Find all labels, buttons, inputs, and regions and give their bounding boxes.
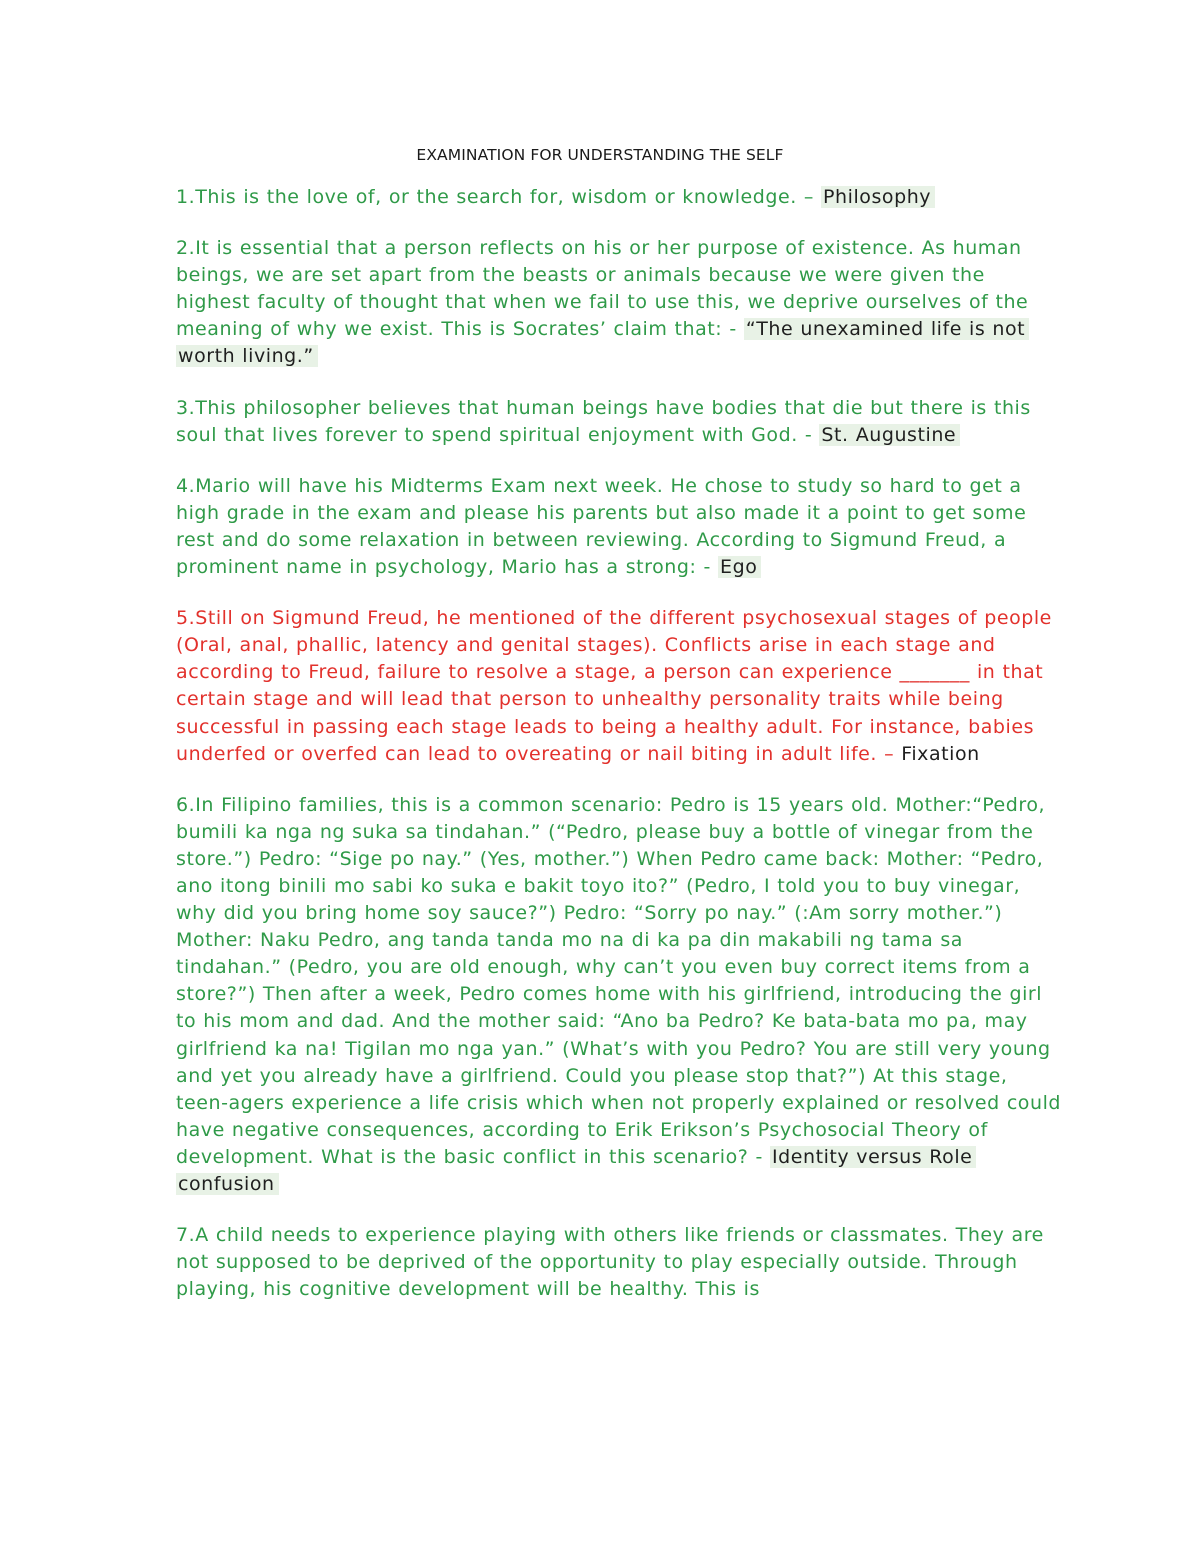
answer-text: Fixation <box>901 742 980 765</box>
question-item <box>176 1222 1061 1303</box>
question-item <box>176 235 1061 370</box>
question-text: 4.Mario will have his Midterms Exam next week. He chose to study so hard to get a high grade in the exam and please his parents but also made it a point to get some rest and do some relaxation in between reviewing. According to Sigmund Freud, a prominent name in psychology, Mario has a strong: - <box>176 474 1027 579</box>
answer-text: “The unexamined life is not worth living.” <box>176 318 1029 367</box>
answer-text: Ego <box>718 556 761 578</box>
question-text: 1.This is the love of, or the search for, wisdom or knowledge. – <box>176 186 822 208</box>
answer-text: Philosophy <box>821 186 935 208</box>
question-text: 5.Still on Sigmund Freud, he mentioned of the different psychosexual stages of people (Oral, anal, phallic, latency and genital stages). Conflicts arise in each stage and according to Freud, failure to resolve a stage, a person can experience _______ in that certain stage and will lead that person to unhealthy personality traits while being successful in passing each stage leads to being a healthy adult. For instance, babies underfed or overfed can lead to overeating or nail biting in adult life. – <box>176 607 1052 765</box>
question-text: 3.This philosopher believes that human beings have bodies that die but there is this soul that lives forever to spend spiritual enjoyment with God. - <box>176 396 1031 446</box>
question-item <box>176 605 1061 768</box>
page-title: EXAMINATION FOR UNDERSTANDING THE SELF <box>416 146 784 164</box>
question-item <box>176 184 1061 211</box>
question-list <box>176 184 1061 1327</box>
question-item <box>176 395 1061 449</box>
question-item <box>176 792 1061 1198</box>
question-item <box>176 473 1061 581</box>
answer-text: Identity versus Role confusion <box>176 1146 976 1195</box>
question-text: 2.It is essential that a person reflects on his or her purpose of existence. As human beings, we are set apart from the beasts or animals because we were given the highest faculty of thought that when we fail to use this, we deprive ourselves of the meaning of why we exist. This is Socrates’ claim that: - <box>176 237 1029 341</box>
question-text: 7.A child needs to experience playing with others like friends or classmates. They are not supposed to be deprived of the opportunity to play especially outside. Through playing, his cognitive development will be healthy. This is <box>176 1224 1044 1301</box>
question-text: 6.In Filipino families, this is a common scenario: Pedro is 15 years old. Mother:“Pedro, bumili ka nga ng suka sa tindahan.” (“Pedro, please buy a bottle of vinegar from the store.”) Pedro: “Sige po nay.” (Yes, mother.”) When Pedro came back: Mother: “Pedro, ano itong binili mo sabi ko suka e bakit toyo ito?” (Pedro, I told you to buy vinegar, why did you bring home soy sauce?”) Pedro: “Sorry po nay.” (:Am sorry mother.”) Mother: Naku Pedro, ang tanda tanda mo na di ka pa din makabili ng tama sa tindahan.” (Pedro, you are old enough, why can’t you even buy correct items from a store?”) Then after a week, Pedro comes home with his girlfriend, introducing the girl to his mom and dad. And the mother said: “Ano ba Pedro? Ke bata-bata mo pa, may girlfriend ka na! Tigilan mo nga yan.” (What’s with you Pedro? You are still very young and yet you already have a girlfriend. Could you please stop that?”) At this stage, teen-agers experience a life crisis which when not properly explained or resolved could have negative consequences, according to Erik Erikson’s Psychosocial Theory of development. What is the basic conflict in this scenario? - <box>176 793 1062 1168</box>
answer-text: St. Augustine <box>819 424 960 446</box>
